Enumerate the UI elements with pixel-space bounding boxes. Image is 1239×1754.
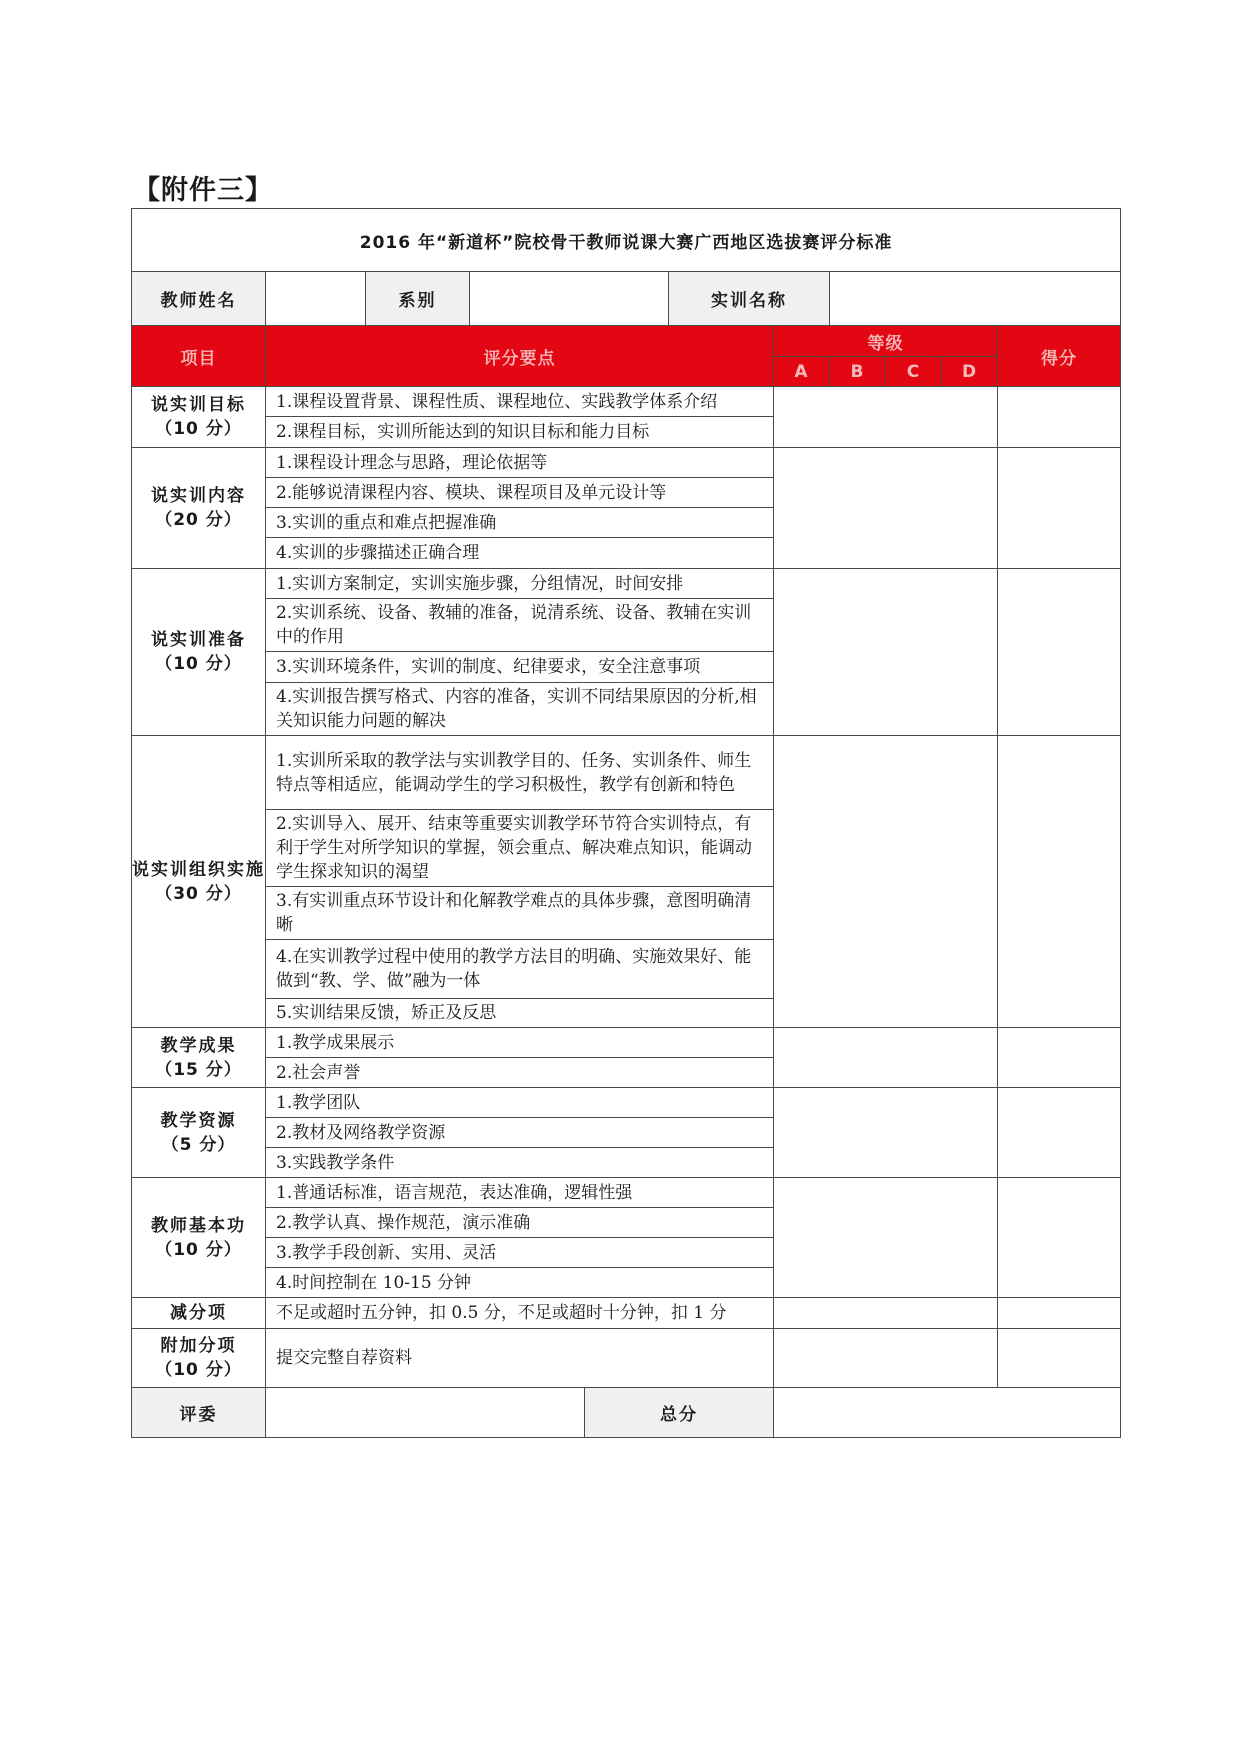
- criteria-item: 4.在实训教学过程中使用的教学方法目的明确、实施效果好、能做到“教、学、做”融为一体: [266, 940, 774, 999]
- score-entry-cell[interactable]: [998, 736, 1121, 1028]
- deduction-label: 减分项: [132, 1298, 266, 1329]
- criteria-item: 2.课程目标，实训所能达到的知识目标和能力目标: [266, 417, 774, 448]
- grade-entry-cell[interactable]: [774, 736, 998, 1028]
- criteria-item: 2.实训导入、展开、结束等重要实训教学环节符合实训特点，有利于学生对所学知识的掌握，领会重点、解决难点知识，能调动学生探求知识的渴望: [266, 810, 774, 887]
- bonus-score-cell[interactable]: [998, 1329, 1121, 1388]
- criteria-row: [132, 569, 1121, 599]
- category-points: （10 分）: [155, 1239, 242, 1260]
- criteria-item: 1.实训方案制定，实训实施步骤，分组情况，时间安排: [266, 569, 774, 599]
- score-entry-cell[interactable]: [998, 448, 1121, 569]
- category-points: （30 分）: [155, 883, 242, 904]
- reviewer-label: 评委: [132, 1388, 266, 1438]
- criteria-item: 1.普通话标准，语言规范，表达准确，逻辑性强: [266, 1178, 774, 1208]
- bonus-label: 附加分项: [160, 1336, 237, 1356]
- bonus-cell: [132, 1329, 266, 1388]
- category-cell: [132, 736, 266, 1028]
- category-cell: [132, 448, 266, 569]
- criteria-row: [132, 1028, 1121, 1058]
- criteria-item: 1.课程设置背景、课程性质、课程地位、实践教学体系介绍: [266, 387, 774, 417]
- score-entry-cell[interactable]: [998, 387, 1121, 448]
- deduction-score-cell[interactable]: [998, 1298, 1121, 1329]
- category-cell: [132, 569, 266, 736]
- category-cell: [132, 1088, 266, 1178]
- criteria-item: 1.实训所采取的教学法与实训教学目的、任务、实训条件、师生特点等相适应，能调动学生的学习积极性，教学有创新和特色: [266, 736, 774, 810]
- category-name: 说实训内容: [151, 486, 246, 506]
- criteria-item: 1.课程设计理念与思路，理论依据等: [266, 448, 774, 478]
- criteria-item: 1.教学成果展示: [266, 1028, 774, 1058]
- criteria-row: [132, 736, 1121, 810]
- criteria-item: 3.教学手段创新、实用、灵活: [266, 1238, 774, 1268]
- category-points: （5 分）: [161, 1134, 236, 1155]
- criteria-item: 1.教学团队: [266, 1088, 774, 1118]
- score-entry-cell[interactable]: [998, 1088, 1121, 1178]
- department-field[interactable]: [470, 272, 669, 326]
- teacher-name-label: 教师姓名: [132, 272, 266, 326]
- score-entry-cell[interactable]: [998, 569, 1121, 736]
- criteria-row: [132, 1178, 1121, 1208]
- category-name: 教学成果: [160, 1035, 237, 1056]
- teacher-name-field[interactable]: [266, 272, 366, 326]
- category-cell: [132, 1178, 266, 1298]
- scoring-table: [131, 208, 1121, 1438]
- criteria-item: 3.有实训重点环节设计和化解教学难点的具体步骤，意图明确清晰: [266, 887, 774, 940]
- grade-a-header: A: [774, 357, 830, 387]
- grade-entry-cell[interactable]: [774, 1088, 998, 1178]
- score-entry-cell[interactable]: [998, 1028, 1121, 1088]
- department-label: 系别: [366, 272, 470, 326]
- bonus-grade-cell[interactable]: [774, 1329, 998, 1388]
- form-title: 2016 年“新道杯”院校骨干教师说课大赛广西地区选拔赛评分标准: [132, 209, 1121, 272]
- category-name: 教师基本功: [151, 1215, 246, 1236]
- criteria-item: 3.实训的重点和难点把握准确: [266, 508, 774, 538]
- total-label: 总分: [585, 1388, 774, 1438]
- category-points: （10 分）: [155, 419, 242, 439]
- category-points: （15 分）: [155, 1059, 242, 1080]
- footer-row: [132, 1388, 1121, 1438]
- grade-entry-cell[interactable]: [774, 569, 998, 736]
- grade-header: 等级: [774, 326, 998, 357]
- score-header: 得分: [998, 326, 1121, 387]
- points-header: 评分要点: [266, 326, 774, 387]
- grade-c-header: C: [886, 357, 942, 387]
- grade-b-header: B: [830, 357, 886, 387]
- category-points: （10 分）: [155, 654, 242, 674]
- criteria-item: 4.实训的步骤描述正确合理: [266, 538, 774, 569]
- bonus-text: 提交完整自荐资料: [266, 1329, 774, 1388]
- criteria-row: [132, 1088, 1121, 1118]
- criteria-item: 2.教材及网络教学资源: [266, 1118, 774, 1148]
- score-entry-cell[interactable]: [998, 1178, 1121, 1298]
- category-points: （20 分）: [155, 510, 242, 530]
- criteria-row: [132, 448, 1121, 478]
- bonus-points: （10 分）: [155, 1360, 242, 1380]
- item-header: 项目: [132, 326, 266, 387]
- category-name: 说实训组织实施: [132, 859, 265, 880]
- category-cell: [132, 387, 266, 448]
- criteria-item: 3.实训环境条件，实训的制度、纪律要求，安全注意事项: [266, 652, 774, 683]
- category-name: 教学资源: [160, 1110, 237, 1131]
- category-name: 说实训目标: [151, 395, 246, 415]
- training-name-label: 实训名称: [669, 272, 830, 326]
- total-field[interactable]: [774, 1388, 1121, 1438]
- criteria-item: 4.实训报告撰写格式、内容的准备，实训不同结果原因的分析,相关知识能力问题的解决: [266, 683, 774, 736]
- category-name: 说实训准备: [151, 630, 246, 650]
- bonus-row: [132, 1329, 1121, 1388]
- training-name-field[interactable]: [830, 272, 1121, 326]
- criteria-item: 3.实践教学条件: [266, 1148, 774, 1178]
- grade-d-header: D: [942, 357, 998, 387]
- deduction-row: [132, 1298, 1121, 1329]
- deduction-text: 不足或超时五分钟，扣 0.5 分，不足或超时十分钟，扣 1 分: [266, 1298, 774, 1329]
- criteria-item: 2.教学认真、操作规范，演示准确: [266, 1208, 774, 1238]
- grade-entry-cell[interactable]: [774, 387, 998, 448]
- criteria-item: 2.能够说清课程内容、模块、课程项目及单元设计等: [266, 478, 774, 508]
- attachment-label: 【附件三】: [133, 175, 273, 206]
- criteria-item: 2.实训系统、设备、教辅的准备，说清系统、设备、教辅在实训中的作用: [266, 599, 774, 652]
- grade-entry-cell[interactable]: [774, 448, 998, 569]
- grade-entry-cell[interactable]: [774, 1028, 998, 1088]
- criteria-item: 2.社会声誉: [266, 1058, 774, 1088]
- grade-entry-cell[interactable]: [774, 1178, 998, 1298]
- criteria-item: 4.时间控制在 10-15 分钟: [266, 1268, 774, 1298]
- reviewer-field[interactable]: [266, 1388, 585, 1438]
- category-cell: [132, 1028, 266, 1088]
- criteria-row: [132, 387, 1121, 417]
- deduction-grade-cell[interactable]: [774, 1298, 998, 1329]
- criteria-item: 5.实训结果反馈，矫正及反思: [266, 999, 774, 1028]
